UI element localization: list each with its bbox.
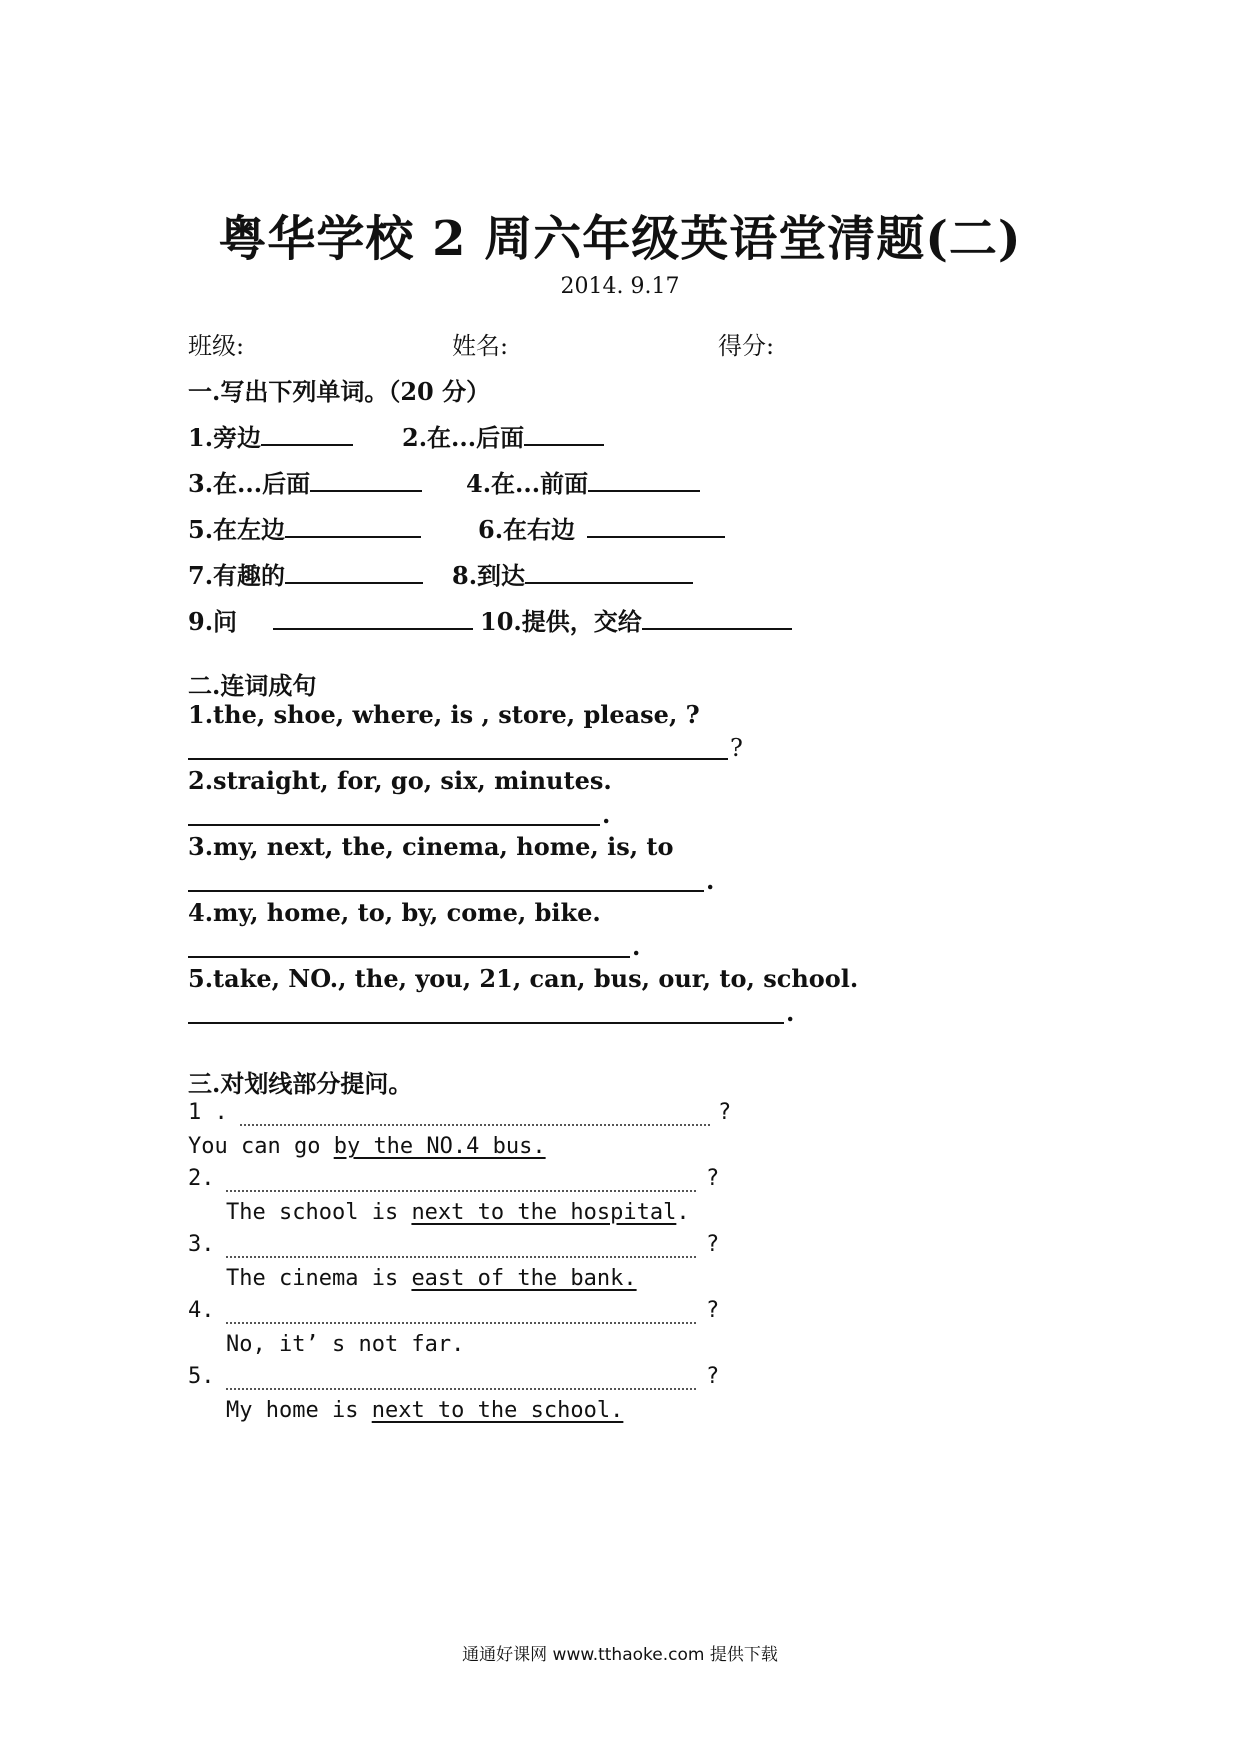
answer-blank[interactable] bbox=[310, 466, 422, 492]
answer-blank[interactable] bbox=[273, 604, 473, 630]
answer-blank[interactable] bbox=[524, 420, 604, 446]
sentence-end-1: ? bbox=[730, 734, 743, 762]
answer-blank[interactable] bbox=[261, 420, 353, 446]
score-label: 得分: bbox=[718, 332, 775, 360]
answer-line[interactable] bbox=[188, 824, 600, 826]
question-end-3: ? bbox=[706, 1232, 720, 1257]
question-line[interactable] bbox=[226, 1256, 696, 1258]
question-number-4: 4. bbox=[188, 1298, 215, 1323]
sentence-prompt-5: 5.take, NO., the, you, 21, can, bus, our, to, school. bbox=[188, 964, 859, 993]
answer-line[interactable] bbox=[188, 890, 704, 892]
word-item-9: 9.问 bbox=[188, 602, 473, 637]
sentence-end-3: . bbox=[706, 866, 715, 895]
question-end-1: ? bbox=[718, 1100, 732, 1125]
word-item-4: 4.在...前面 bbox=[466, 464, 700, 499]
answer-sentence-3: The cinema is east of the bank. bbox=[226, 1266, 637, 1291]
question-line[interactable] bbox=[226, 1388, 696, 1390]
word-item-5: 5.在左边 bbox=[188, 510, 421, 545]
word-item-10: 10.提供，交给 bbox=[480, 602, 792, 637]
question-number-2: 2. bbox=[188, 1166, 215, 1191]
answer-blank[interactable] bbox=[285, 558, 423, 584]
sentence-end-2: . bbox=[602, 800, 611, 829]
section2-heading: 二.连词成句 bbox=[188, 671, 317, 700]
answer-blank[interactable] bbox=[525, 558, 693, 584]
question-line[interactable] bbox=[226, 1190, 696, 1192]
answer-sentence-4: No, it’ s not far. bbox=[226, 1332, 465, 1357]
sentence-prompt-4: 4.my, home, to, by, come, bike. bbox=[188, 898, 601, 927]
word-item-1: 1.旁边 bbox=[188, 418, 353, 453]
sentence-prompt-3: 3.my, next, the, cinema, home, is, to bbox=[188, 832, 674, 861]
answer-line[interactable] bbox=[188, 758, 728, 760]
question-number-5: 5. bbox=[188, 1364, 215, 1389]
sentence-end-4: . bbox=[632, 932, 641, 961]
sentence-prompt-1: 1.the, shoe, where, is , store, please, ? bbox=[188, 700, 700, 729]
name-label: 姓名: bbox=[452, 332, 509, 360]
sentence-prompt-2: 2.straight, for, go, six, minutes. bbox=[188, 766, 612, 795]
word-item-6: 6.在右边 bbox=[478, 510, 725, 545]
question-line[interactable] bbox=[226, 1322, 696, 1324]
question-end-4: ? bbox=[706, 1298, 720, 1323]
word-item-7: 7.有趣的 bbox=[188, 556, 423, 591]
footer-credit: 通通好课网 www.tthaoke.com 提供下载 bbox=[462, 1645, 778, 1665]
word-item-8: 8.到达 bbox=[452, 556, 693, 591]
question-number-1: 1 . bbox=[188, 1100, 228, 1125]
answer-sentence-1: You can go by the NO.4 bus. bbox=[188, 1134, 546, 1159]
question-line[interactable] bbox=[240, 1124, 710, 1126]
section1-heading: 一.写出下列单词。（20 分） bbox=[188, 377, 491, 406]
question-number-3: 3. bbox=[188, 1232, 215, 1257]
word-item-2: 2.在...后面 bbox=[402, 418, 604, 453]
answer-sentence-5: My home is next to the school. bbox=[226, 1398, 624, 1423]
answer-line[interactable] bbox=[188, 956, 630, 958]
answer-blank[interactable] bbox=[285, 512, 421, 538]
question-end-2: ? bbox=[706, 1166, 720, 1191]
answer-blank[interactable] bbox=[588, 466, 700, 492]
word-item-3: 3.在...后面 bbox=[188, 464, 422, 499]
class-label: 班级: bbox=[188, 332, 245, 360]
page-title: 粤华学校 2 周六年级英语堂清题(二) bbox=[218, 211, 1022, 267]
sentence-end-5: . bbox=[786, 998, 795, 1027]
date: 2014. 9.17 bbox=[560, 274, 680, 299]
answer-line[interactable] bbox=[188, 1022, 784, 1024]
answer-blank[interactable] bbox=[642, 604, 792, 630]
answer-blank[interactable] bbox=[587, 512, 725, 538]
question-end-5: ? bbox=[706, 1364, 720, 1389]
answer-sentence-2: The school is next to the hospital. bbox=[226, 1200, 690, 1225]
section3-heading: 三.对划线部分提问。 bbox=[188, 1069, 413, 1098]
